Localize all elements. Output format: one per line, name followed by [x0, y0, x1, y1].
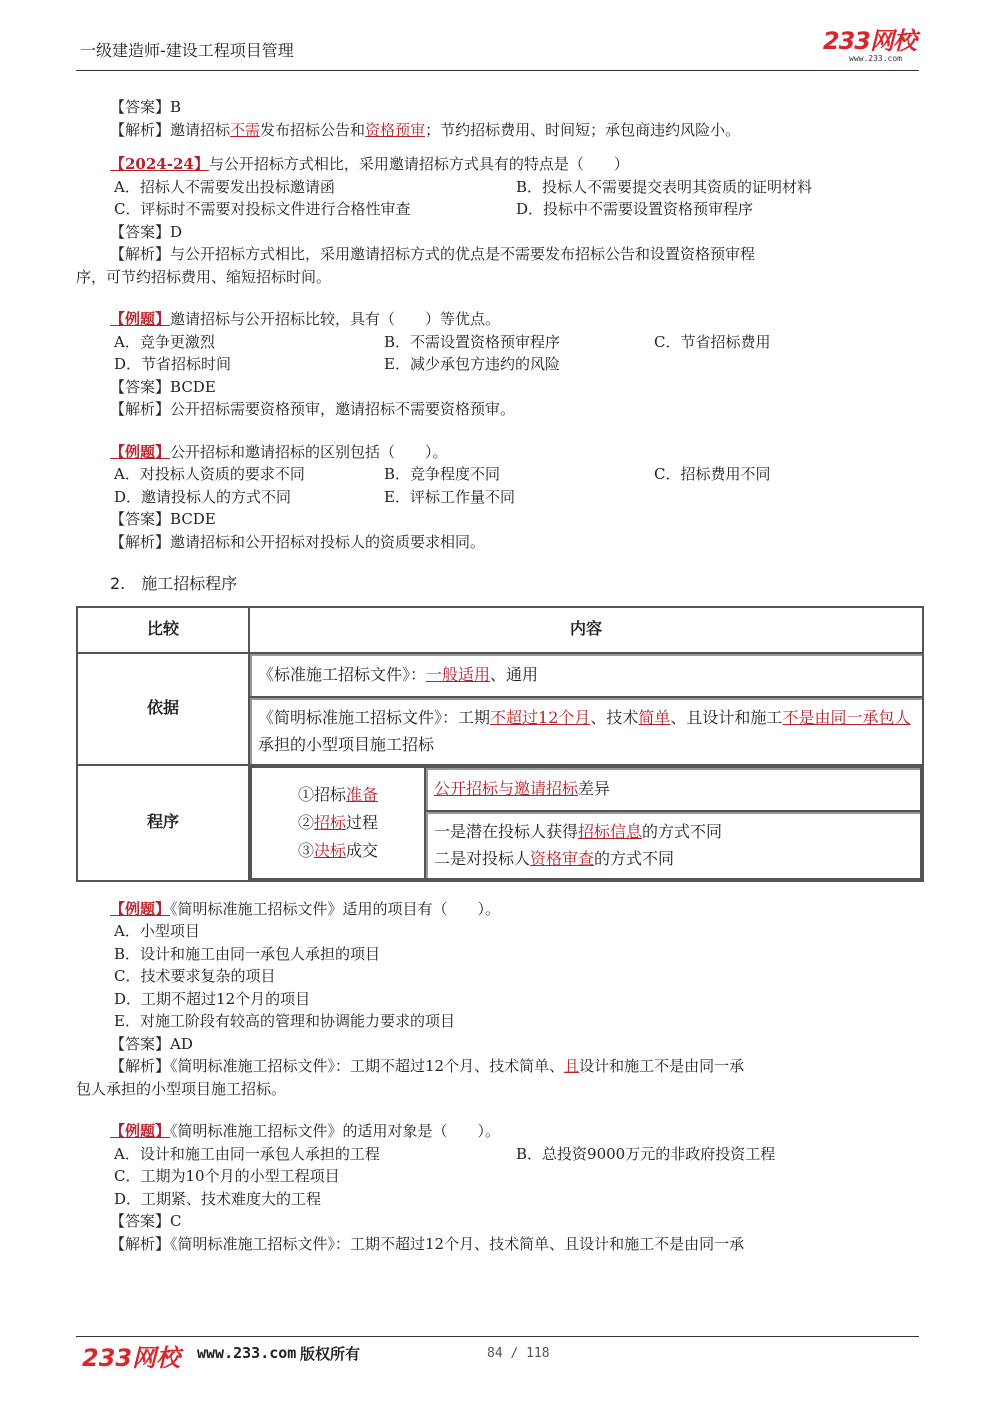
q4-option-c: C．技术要求复杂的项目 — [114, 967, 276, 985]
footer-copyright: 版权所有 — [300, 1345, 361, 1363]
q1-tag: 【2024-24】 — [110, 155, 209, 173]
procedure-table — [76, 606, 924, 882]
q2-options-row2 — [76, 353, 921, 376]
q3-answer: 【答案】BCDE — [110, 510, 216, 528]
q2-answer: 【答案】BCDE — [110, 377, 216, 396]
q3-option-c: C．招标费用不同 — [654, 465, 771, 483]
q1-option-d: D．投标中不需要设置资格预审程序 — [516, 200, 754, 218]
q1-options-row2 — [76, 198, 921, 221]
logo-text: 233网校 — [822, 27, 916, 55]
q4-tag: 【例题】 — [110, 899, 171, 918]
step-1: ①招标准备 — [297, 784, 379, 804]
footer-site: www.233.com — [197, 1344, 297, 1362]
q1-stem: 【2024-24】与公开招标方式相比，采用邀请招标方式具有的特点是（ ） — [110, 155, 629, 173]
q5-options-row1 — [76, 1143, 921, 1166]
q0-analysis: 【解析】邀请招标不需发布招标公告和资格预审；节约招标费用、时间短；承包商违约风险小。 — [110, 120, 741, 139]
q1-analysis: 【解析】与公开招标方式相比，采用邀请招标方式的优点是不需要发布招标公告和设置资格预审程 — [110, 245, 756, 263]
footer-logo: 233网校 — [82, 1344, 181, 1372]
difference-item-1: 一是潜在投标人获得招标信息的方式不同 — [434, 821, 723, 841]
q1-option-c: C．评标时不需要对投标文件进行合格性审查 — [114, 200, 411, 218]
footer-divider — [76, 1336, 919, 1337]
table-header-compare: 比较 — [77, 607, 249, 653]
q4-option-e: E．对施工阶段有较高的管理和协调能力要求的项目 — [114, 1012, 455, 1030]
q3-options-row2 — [76, 486, 921, 509]
q3-analysis: 【解析】邀请招标和公开招标对投标人的资质要求相同。 — [110, 532, 486, 551]
brand-logo — [823, 28, 916, 63]
procedure-label: 程序 — [77, 765, 249, 881]
q0-answer: 【答案】B — [110, 98, 182, 116]
step-2: ②招标过程 — [297, 812, 379, 832]
q2-options-row1 — [76, 331, 921, 354]
q5-stem: 【例题】《简明标准施工招标文件》的适用对象是（ ）。 — [110, 1122, 501, 1140]
basis-row-2: 《简明标准施工招标文件》：工期不超过12个月、技术简单、且设计和施工不是由同一承包人承担的小型项目施工招标 — [249, 697, 923, 765]
q1-option-b: B．投标人不需要提交表明其资质的证明材料 — [516, 177, 813, 196]
q3-option-a: A．对投标人资质的要求不同 — [114, 465, 305, 483]
q3-tag: 【例题】 — [110, 442, 171, 461]
q4-stem: 【例题】《简明标准施工招标文件》适用的项目有（ ）。 — [110, 899, 501, 918]
step-3: ③决标成交 — [297, 840, 379, 860]
q5-analysis: 【解析】《简明标准施工招标文件》：工期不超过12个月、技术简单、且设计和施工不是由同一承 — [110, 1234, 745, 1253]
q2-tag: 【例题】 — [110, 310, 171, 328]
q5-option-b: B．总投资9000万元的非政府投资工程 — [516, 1144, 776, 1163]
q3-option-e: E．评标工作量不同 — [384, 487, 515, 506]
q4-answer: 【答案】AD — [110, 1034, 193, 1053]
q3-option-d: D．邀请投标人的方式不同 — [114, 487, 292, 506]
q3-option-b: B．竞争程度不同 — [384, 465, 501, 483]
q5-answer: 【答案】C — [110, 1212, 182, 1230]
q2-option-c: C．节省招标费用 — [654, 332, 771, 351]
q5-option-d: D．工期紧、技术难度大的工程 — [114, 1189, 322, 1208]
q4-analysis-cont: 包人承担的小型项目施工招标。 — [76, 1079, 287, 1098]
table-header-content: 内容 — [249, 607, 923, 653]
q1-analysis-cont: 序，可节约招标费用、缩短招标时间。 — [76, 267, 332, 286]
page-number: 84 / 118 — [487, 1346, 550, 1361]
q4-option-d: D．工期不超过12个月的项目 — [114, 989, 311, 1008]
q5-option-c: C．工期为10个月的小型工程项目 — [114, 1167, 340, 1185]
q2-option-a: A．竞争更激烈 — [114, 332, 215, 351]
q3-options-row1 — [76, 463, 921, 486]
q4-option-b: B．设计和施工由同一承包人承担的项目 — [114, 944, 381, 963]
basis-label: 依据 — [77, 653, 249, 765]
difference-title: 公开招标与邀请招标差异 — [425, 767, 921, 811]
difference-item-2: 二是对投标人资格审查的方式不同 — [434, 848, 675, 868]
q1-options-row1 — [76, 176, 921, 199]
q1-option-a: A．招标人不需要发出投标邀请函 — [114, 177, 335, 196]
q2-option-b: B．不需设置资格预审程序 — [384, 332, 561, 351]
q2-analysis: 【解析】公开招标需要资格预审，邀请招标不需要资格预审。 — [110, 400, 516, 418]
logo-url: www.233.com — [849, 54, 902, 63]
q1-answer: 【答案】D — [110, 222, 183, 241]
q2-option-d: D．节省招标时间 — [114, 355, 232, 373]
difference-items — [425, 811, 921, 879]
section-heading: 2. 施工招标程序 — [110, 574, 238, 593]
q3-stem: 【例题】公开招标和邀请招标的区别包括（ ）。 — [110, 442, 448, 461]
basis-row-1: 《标准施工招标文件》：一般适用、通用 — [249, 653, 923, 697]
doc-header-title: 一级建造师-建设工程项目管理 — [80, 41, 294, 60]
header-divider — [76, 70, 919, 71]
page-content — [76, 96, 921, 1255]
q5-option-a: A．设计和施工由同一承包人承担的工程 — [114, 1144, 380, 1163]
q4-analysis: 【解析】《简明标准施工招标文件》：工期不超过12个月、技术简单、且设计和施工不是由同一承 — [110, 1057, 745, 1075]
q2-stem: 【例题】邀请招标与公开招标比较，具有（ ）等优点。 — [110, 310, 501, 328]
q2-option-e: E．减少承包方违约的风险 — [384, 355, 560, 373]
procedure-steps — [251, 767, 425, 879]
q5-tag: 【例题】 — [110, 1122, 171, 1140]
q4-option-a: A．小型项目 — [114, 922, 200, 940]
